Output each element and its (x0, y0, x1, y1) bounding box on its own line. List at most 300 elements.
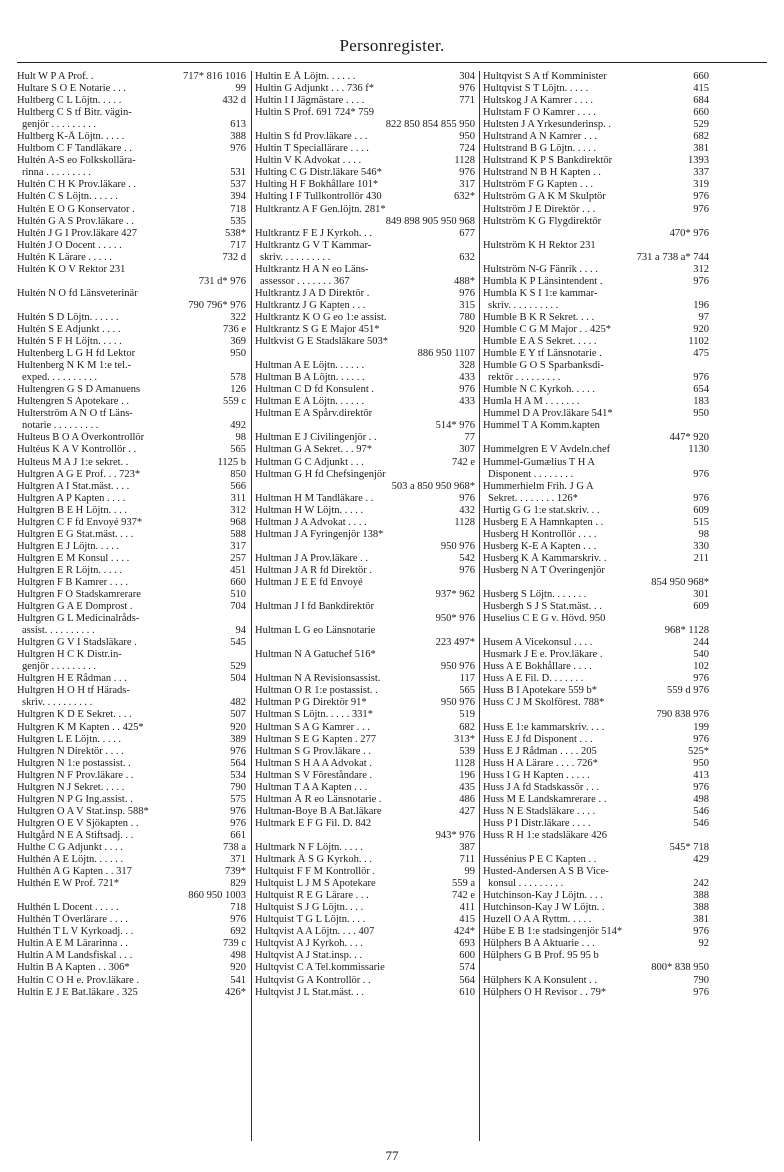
entry-name: Hultberg C L Löjtn. . . . . (17, 95, 122, 107)
entry-name: Hultström G A K M Skulptör (483, 191, 606, 203)
entry-page-refs: 771 (456, 95, 475, 107)
register-entry (17, 360, 248, 372)
entry-page-refs: 920 (690, 324, 709, 336)
register-entry (17, 119, 248, 131)
entry-name: Husberg E A Hamnkapten . . (483, 516, 604, 528)
register-entry (483, 722, 711, 734)
register-entry (483, 818, 711, 830)
register-entry (17, 830, 248, 842)
entry-page-refs: 609 (690, 505, 709, 517)
entry-name: Hultin S Prof. 691 724* 759 (255, 107, 375, 119)
entry-page-refs: 718 (227, 204, 246, 216)
entry-name: Hultström J E Direktör . . . (483, 203, 596, 215)
register-entry (483, 71, 711, 83)
entry-name: Hultén S E Adjunkt . . . . (17, 323, 121, 335)
register-entry (17, 866, 248, 878)
register-entry (17, 191, 248, 203)
entry-name: Hultgren G V I Stadsläkare . (17, 637, 137, 649)
register-entry (483, 167, 711, 179)
entry-page-refs: 742 e (449, 890, 475, 902)
register-entry (17, 818, 248, 830)
register-entry (255, 902, 477, 914)
entry-page-refs: 196 (690, 300, 709, 312)
entry-name: Huss N E Stadsläkare . . . . (483, 805, 596, 817)
entry-page-refs: 515 (690, 517, 709, 529)
entry-name: Hultqvist A A Löjtn. . . . 407 (255, 926, 375, 938)
entry-name: Hultman N A Gatuchef 516* (255, 649, 376, 661)
entry-page-refs: 739 c (220, 938, 246, 950)
entry-name: Hülphers K A Konsulent . . (483, 974, 598, 986)
entry-page-refs: 475 (690, 348, 709, 360)
entry-name: genjör . . . . . . . . . (22, 119, 97, 131)
register-entry (255, 734, 477, 746)
entry-name: Hultén A-S eo Folkskollära- (17, 155, 136, 167)
entry-name: Hultin E J E Bat.läkare . 325 (17, 986, 138, 998)
entry-page-refs: 950 (456, 131, 475, 143)
entry-page-refs: 77 (462, 432, 476, 444)
entry-page-refs: 529 (227, 661, 246, 673)
entry-page-refs: 976 (690, 372, 709, 384)
register-entry (255, 493, 477, 505)
register-entry (17, 734, 248, 746)
entry-page-refs: 92 (696, 938, 710, 950)
entry-name: Hultén C H K Prov.läkare . . (17, 179, 137, 191)
entry-page-refs: 600 (456, 950, 475, 962)
entry-page-refs: 312 (227, 505, 246, 517)
register-entry (255, 950, 477, 962)
register-column-2 (255, 71, 477, 999)
register-entry (17, 806, 248, 818)
entry-name: Husberg K Å Kammarskriv. . (483, 552, 607, 564)
register-entry-page-refs: 849 898 905 950 968 (385, 215, 475, 227)
register-entry (17, 396, 248, 408)
entry-name: Hultman E A Spårv.direktör (255, 408, 373, 420)
register-entry (17, 722, 248, 734)
entry-name: Humble G O S Sparbanksdi- (483, 360, 604, 372)
register-entry (483, 770, 711, 782)
register-entry (483, 396, 711, 408)
register-entry (17, 709, 248, 721)
entry-page-refs: 381 (690, 914, 709, 926)
entry-name: Hultengren S Apotekare . . (17, 396, 129, 408)
register-entry (255, 71, 477, 83)
entry-name: Humble E Y tf Länsnotarie . (483, 348, 602, 360)
register-entry (483, 143, 711, 155)
register-entry (255, 360, 477, 372)
register-entry (255, 975, 477, 987)
entry-name: Hultman J A Advokat . . . . (255, 516, 367, 528)
entry-name: rinna . . . . . . . . . (22, 167, 91, 179)
entry-name: Huss H A Lärare . . . . 726* (483, 757, 598, 769)
entry-page-refs: 920 (227, 722, 246, 734)
entry-name: Hübe E B 1:e stadsingenjör 514* (483, 926, 623, 938)
register-entry (483, 119, 711, 131)
register-entry-page-refs: 731 d* 976 (198, 275, 246, 287)
register-entry (255, 167, 477, 179)
entry-page-refs: 565 (227, 444, 246, 456)
register-entry (255, 408, 477, 420)
entry-name: Hultman S G Prov.läkare . . (255, 745, 371, 757)
register-entry (17, 589, 248, 601)
register-entry (483, 830, 711, 842)
entry-name: Husberg S Löjtn. . . . . . . (483, 589, 587, 601)
entry-name: Husted-Andersen A S B Vice- (483, 866, 609, 878)
entry-name: Hultkrantz H A N eo Läns- (255, 263, 369, 275)
entry-page-refs: 654 (690, 384, 709, 396)
entry-name: Hultén S D Löjtn. . . . . . (17, 311, 119, 323)
entry-name: Hulthén E W Prof. 721* (17, 878, 119, 890)
register-entry (17, 420, 248, 432)
entry-page-refs: 98 (233, 432, 247, 444)
register-entry (17, 312, 248, 324)
entry-name: Hultkrantz F E J Kyrkoh. . . (255, 227, 372, 239)
entry-page-refs: 742 e (449, 457, 475, 469)
entry-name: assist. . . . . . . . . . (22, 625, 95, 637)
register-entry (17, 661, 248, 673)
register-entry (255, 517, 477, 529)
entry-page-refs: 196 (456, 770, 475, 782)
entry-name: Hultén N O fd Länsveterinär (17, 287, 138, 299)
entry-name: Hultén C S Löjtn. . . . . . (17, 191, 118, 203)
entry-name: Hultman C D fd Konsulent . (255, 384, 374, 396)
entry-name: Hultin C O H e. Prov.läkare . (17, 974, 140, 986)
entry-name: Huss E J fd Disponent . . . (483, 733, 593, 745)
register-entry (483, 420, 711, 432)
entry-name: Huss A E Bokhållare . . . . (483, 661, 592, 673)
entry-page-refs: 319 (690, 179, 709, 191)
register-entry (17, 842, 248, 854)
register-entry-page-refs: 514* 976 (435, 420, 475, 432)
register-entry (17, 83, 248, 95)
entry-name: Hultgård N E A Stiftsadj. . . (17, 829, 134, 841)
entry-page-refs: 1393 (685, 155, 709, 167)
entry-name: Hultman J I fd Bankdirektör (255, 601, 374, 613)
register-entry (483, 312, 711, 324)
register-entry (255, 565, 477, 577)
entry-name: Hulthén T L V Kyrkoadj. . . (17, 926, 134, 938)
entry-name: Hultén E O G Konservator . (17, 203, 135, 215)
entry-name: Hutchinson-Kay J W Löjtn. . (483, 902, 605, 914)
register-entry (483, 975, 711, 987)
register-entry (483, 661, 711, 673)
register-entry (255, 240, 477, 252)
register-entry (17, 432, 248, 444)
register-entry (255, 673, 477, 685)
entry-page-refs: 829 (227, 878, 246, 890)
entry-name: Hultstrand B G Löjtn. . . . . (483, 143, 597, 155)
entry-name: Hultkrantz S G E Major 451* (255, 323, 380, 335)
entry-page-refs: 1128 (451, 517, 475, 529)
entry-name: genjör . . . . . . . . . (22, 661, 97, 673)
register-entry (17, 878, 248, 890)
entry-page-refs: 976 (690, 734, 709, 746)
register-entry (17, 649, 248, 661)
entry-page-refs: 313* (451, 734, 475, 746)
register-entry (483, 408, 711, 420)
entry-name: Hultstrand K P S Bankdirektör (483, 155, 613, 167)
entry-name: Hultén K O V Rektor 231 (17, 263, 126, 275)
entry-name: Hultén S F H Löjtn. . . . . (17, 336, 122, 348)
entry-page-refs: 976 (690, 987, 709, 999)
entry-name: Hultenberg N K M 1:e tel.- (17, 360, 132, 372)
entry-name: Hultman O R 1:e postassist. . (255, 685, 378, 697)
entry-name: Hulting H F Bokhållare 101* (255, 179, 379, 191)
entry-name: Hummel-Gumælius T H A (483, 456, 595, 468)
register-entry (255, 288, 477, 300)
entry-name: Hummelgren E V Avdeln.chef (483, 444, 611, 456)
entry-name: Hulterström A N O tf Läns- (17, 408, 133, 420)
register-entry (17, 758, 248, 770)
entry-name: Hulting I F Tullkontrollör 430 (255, 191, 382, 203)
entry-name: Hultin T Speciallärare . . . . (255, 143, 369, 155)
entry-page-refs: 541 (227, 975, 246, 987)
entry-page-refs: 451 (227, 565, 246, 577)
header-rule (17, 62, 767, 63)
entry-name: Hultgren H O H tf Härads- (17, 685, 130, 697)
register-entry (483, 264, 711, 276)
register-entry (483, 372, 711, 384)
entry-page-refs: 538* (222, 228, 246, 240)
entry-page-refs: 711 (457, 854, 475, 866)
entry-page-refs: 534 (227, 770, 246, 782)
entry-name: konsul . . . . . . . . . (488, 878, 564, 890)
register-entry (483, 553, 711, 565)
entry-page-refs: 564 (456, 975, 475, 987)
entry-page-refs: 98 (696, 529, 710, 541)
entry-name: Husem A Vicekonsul . . . . (483, 637, 593, 649)
entry-page-refs: 559 c (220, 396, 246, 408)
register-entry (17, 216, 248, 228)
entry-page-refs: 1125 b (215, 457, 247, 469)
entry-page-refs: 424* (451, 926, 475, 938)
entry-page-refs: 498 (227, 950, 246, 962)
register-entry (483, 758, 711, 770)
register-entry (255, 625, 477, 637)
register-entry (483, 505, 711, 517)
entry-name: Hultin V K Advokat . . . . (255, 155, 362, 167)
register-entry (17, 372, 248, 384)
entry-name: Hultquist R E G Lärare . . . (255, 890, 369, 902)
entry-name: Hultman S H A A Advokat . (255, 757, 372, 769)
entry-page-refs: 559 d 976 (664, 685, 709, 697)
entry-page-refs: 546 (690, 818, 709, 830)
entry-name: Hultgren N J Sekret. . . . . (17, 781, 125, 793)
entry-page-refs: 660 (690, 107, 709, 119)
entry-name: Hultman Å R eo Länsnotarie . (255, 793, 382, 805)
entry-name: Huss B I Apotekare 559 b* (483, 685, 598, 697)
entry-name: Hultsten J A Yrkesunderinsp. . (483, 119, 611, 131)
register-entry (483, 384, 711, 396)
entry-page-refs: 976 (456, 565, 475, 577)
register-entry (255, 529, 477, 541)
entry-page-refs: 387 (456, 842, 475, 854)
entry-name: Hultberg K-Å Löjtn. . . . . (17, 131, 125, 143)
entry-name: Hultéus K A V Kontrollör . . (17, 444, 137, 456)
entry-page-refs: 531 (227, 167, 246, 179)
entry-page-refs: 486 (456, 794, 475, 806)
entry-name: Humble N C Kyrkoh. . . . . (483, 384, 595, 396)
register-entry (17, 336, 248, 348)
entry-name: Hultman H M Tandläkare . . (255, 492, 374, 504)
entry-page-refs: 102 (690, 661, 709, 673)
register-entry (17, 228, 248, 240)
entry-page-refs: 677 (456, 228, 475, 240)
register-entry (255, 300, 477, 312)
register-entry (483, 649, 711, 661)
register-entry-page-refs: 968* 1128 (664, 625, 709, 637)
register-entry (255, 384, 477, 396)
register-entry (483, 324, 711, 336)
entry-page-refs: 1128 (451, 155, 475, 167)
register-entry (255, 987, 477, 999)
entry-name: Hultman L G eo Länsnotarie (255, 625, 376, 637)
register-entry (17, 577, 248, 589)
register-entry (483, 794, 711, 806)
entry-name: Hultgren F B Kamrer . . . . (17, 576, 129, 588)
entry-page-refs: 435 (456, 782, 475, 794)
register-entry (483, 493, 711, 505)
register-entry-page-refs: 950 976 (440, 540, 475, 552)
entry-page-refs: 717 (227, 240, 246, 252)
entry-name: Hultin G Adjunkt . . . 736 f* (255, 83, 375, 95)
register-entry-page-refs: 731 a 738 a* 744 (636, 251, 709, 263)
register-entry (17, 324, 248, 336)
register-entry-page-refs: 860 950 1003 (188, 890, 246, 902)
entry-page-refs: 411 (457, 902, 475, 914)
entry-name: rektör . . . . . . . . . (488, 372, 561, 384)
entry-name: Hultman S Löjtn. . . . . 331* (255, 709, 373, 721)
register-entry (483, 938, 711, 950)
register-entry (483, 517, 711, 529)
register-entry (483, 107, 711, 119)
entry-name: Hultqvist S T Löjtn. . . . . (483, 83, 589, 95)
entry-page-refs: 950 (690, 408, 709, 420)
entry-page-refs: 529 (690, 119, 709, 131)
register-entry (483, 191, 711, 203)
register-entry (483, 902, 711, 914)
entry-page-refs: 432 d (219, 95, 246, 107)
entry-page-refs: 307 (456, 444, 475, 456)
register-entry (255, 553, 477, 565)
entry-name: Humble C G M Major . . 425* (483, 323, 612, 335)
entry-name: Hultqvist J L Stat.mäst. . . (255, 986, 364, 998)
entry-name: Hultman J A Fyringenjör 138* (255, 528, 384, 540)
entry-name: Hultin E Å Löjtn. . . . . . (255, 71, 356, 82)
entry-name: Husberg K-E A Kapten . . . (483, 540, 597, 552)
entry-page-refs: 426* (222, 987, 246, 999)
entry-page-refs: 394 (227, 191, 246, 203)
entry-name: Hulthén T Överlärare . . . . (17, 914, 128, 926)
entry-page-refs: 542 (456, 553, 475, 565)
entry-page-refs: 920 (456, 324, 475, 336)
entry-name: Hultin I I Jägmästare . . . . (255, 95, 365, 107)
entry-page-refs: 433 (456, 396, 475, 408)
register-entry (255, 276, 477, 288)
register-entry (255, 228, 477, 240)
register-entry (17, 637, 248, 649)
entry-name: Hultgren H C K Distr.in- (17, 649, 122, 661)
register-entry (17, 914, 248, 926)
register-entry (17, 204, 248, 216)
entry-name: Huss E 1:e kammarskriv. . . . (483, 721, 605, 733)
entry-name: Hülphers B A Aktuarie . . . (483, 938, 595, 950)
entry-name: Humbla K P Länsintendent . (483, 275, 603, 287)
entry-name: Hultgren E J Löjtn. . . . . (17, 540, 120, 552)
entry-name: Hulting C G Distr.läkare 546* (255, 167, 382, 179)
entry-page-refs: 976 (227, 806, 246, 818)
entry-page-refs: 565 (456, 685, 475, 697)
register-entry (255, 505, 477, 517)
entry-page-refs: 718 (227, 902, 246, 914)
register-entry (255, 312, 477, 324)
entry-page-refs: 94 (233, 625, 247, 637)
register-entry (483, 541, 711, 553)
entry-name: Hussénius P E C Kapten . . (483, 854, 597, 866)
entry-name: Hultgren O A V Stat.insp. 588* (17, 805, 149, 817)
entry-name: Hulteus M A J 1:e sekret. . (17, 456, 129, 468)
register-entry (17, 529, 248, 541)
register-entry (483, 697, 711, 709)
entry-page-refs: 519 (456, 709, 475, 721)
entry-page-refs: 539 (456, 746, 475, 758)
entry-name: Hummel T A Komm.kapten (483, 420, 600, 432)
entry-page-refs: 317 (227, 541, 246, 553)
register-entry (17, 770, 248, 782)
entry-name: Hultman G A Sekret. . . 97* (255, 444, 372, 456)
entry-page-refs: 413 (690, 770, 709, 782)
entry-name: Hultenberg L G H fd Lektor (17, 348, 136, 360)
register-entry (483, 481, 711, 493)
register-entry (17, 625, 248, 637)
entry-name: Huss C J M Skolförest. 788* (483, 697, 605, 709)
entry-name: Hultström K H Rektor 231 (483, 239, 596, 251)
register-entry (255, 396, 477, 408)
entry-page-refs: 498 (690, 794, 709, 806)
entry-page-refs: 433 (456, 372, 475, 384)
register-entry (255, 782, 477, 794)
register-entry (255, 469, 477, 481)
entry-page-refs: 790 (227, 782, 246, 794)
entry-page-refs: 790 (690, 975, 709, 987)
entry-name: Hultskog J A Kamrer . . . . (483, 95, 593, 107)
register-entry (255, 649, 477, 661)
entry-page-refs: 369 (227, 336, 246, 348)
register-entry (483, 155, 711, 167)
register-entry (255, 866, 477, 878)
register-entry (17, 95, 248, 107)
register-entry (255, 806, 477, 818)
register-entry (17, 854, 248, 866)
register-column-3 (483, 71, 711, 999)
entry-name: Hultkrantz G V T Kammar- (255, 239, 372, 251)
entry-name: Hultman E A Löjtn. . . . . . (255, 396, 365, 408)
entry-page-refs: 322 (227, 312, 246, 324)
register-entry (483, 926, 711, 938)
register-entry (483, 457, 711, 469)
entry-name: Hummel D A Prov.läkare 541* (483, 408, 613, 420)
register-entry (255, 372, 477, 384)
entry-page-refs: 504 (227, 673, 246, 685)
register-entry (483, 204, 711, 216)
register-entry (17, 240, 248, 252)
entry-name: Hultquist F F M Kontrollör . (255, 866, 376, 878)
entry-page-refs: 540 (690, 649, 709, 661)
register-entry (17, 252, 248, 264)
register-entry (17, 987, 248, 999)
register-entry (255, 758, 477, 770)
register-entry (17, 962, 248, 974)
entry-name: Hultman A E Löjtn. . . . . . (255, 360, 365, 372)
